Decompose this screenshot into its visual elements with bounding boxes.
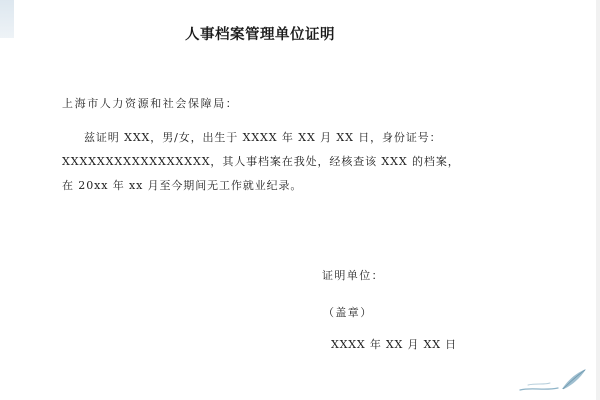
seal-label: （盖章） — [323, 306, 373, 319]
body-line: 在 20xx 年 xx 月至今期间无工作就业纪录。 — [62, 179, 303, 192]
certificate-body — [62, 126, 492, 198]
feather-quill-icon — [518, 366, 590, 396]
body-line: XXXXXXXXXXXXXXXXX，其人事档案在我处，经核查该 XXX 的档案， — [62, 155, 460, 168]
page-edge — [596, 0, 600, 400]
issuing-unit-label: 证明单位： — [322, 269, 384, 282]
document-title: 人事档案管理单位证明 — [185, 27, 335, 43]
issue-date: XXXX 年 XX 月 XX 日 — [331, 338, 457, 351]
body-line: 兹证明 XXX，男/女，出生于 XXXX 年 XX 月 XX 日，身份证号： — [84, 131, 442, 144]
recipient-line: 上海市人力资源和社会保障局： — [62, 97, 239, 110]
